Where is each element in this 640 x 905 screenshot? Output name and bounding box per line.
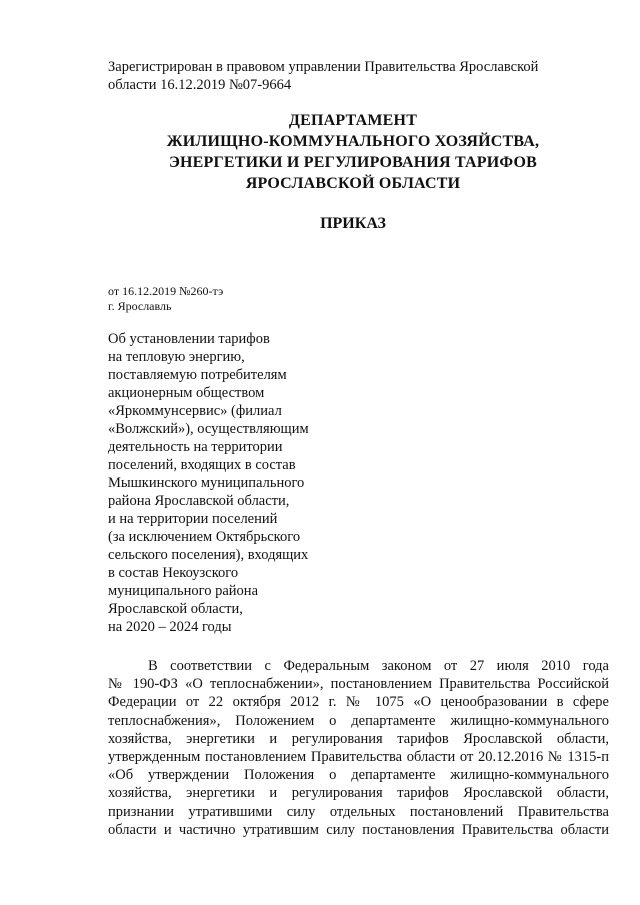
- body-line: утвержденным постановлением Правительства области от 20.12.2016 № 1315-п: [108, 749, 609, 766]
- subject-line: поселений, входящих в состав: [108, 457, 296, 473]
- subject-line: Мышкинского муниципального: [108, 475, 305, 491]
- order-city: г. Ярославль: [108, 299, 172, 313]
- body-line: «Об утверждении Положения о департаменте жилищно-коммунального: [108, 767, 609, 784]
- subject-line: сельского поселения), входящих: [108, 547, 309, 563]
- subject-line: на тепловую энергию,: [108, 349, 245, 365]
- subject-line: «Волжский»), осуществляющим: [108, 421, 309, 437]
- subject-line: «Яркоммунсервис» (филиал: [108, 403, 282, 419]
- order-title: ПРИКАЗ: [320, 215, 386, 232]
- body-line: признании утратившими силу отдельных постановлений Правительства: [108, 803, 609, 820]
- registration-note: [108, 58, 578, 94]
- body-line: теплоснабжения», Положением о департаменте жилищно-коммунального: [108, 712, 609, 729]
- subject-line: в состав Некоузского: [108, 565, 239, 581]
- department-line: ЭНЕРГЕТИКИ И РЕГУЛИРОВАНИЯ ТАРИФОВ: [168, 154, 538, 171]
- body-line: области и частично утратившим силу постановления Правительства области: [108, 821, 609, 838]
- subject-line: Об установлении тарифов: [108, 331, 270, 347]
- department-line: ЖИЛИЩНО-КОММУНАЛЬНОГО ХОЗЯЙСТВА,: [166, 133, 540, 150]
- subject-line: и на территории поселений: [108, 511, 278, 527]
- subject-line: (за исключением Октябрьского: [108, 529, 301, 545]
- subject-line: деятельность на территории: [108, 439, 283, 455]
- registration-line: области 16.12.2019 №07-9664: [108, 77, 292, 93]
- subject-line: муниципального района: [108, 583, 258, 599]
- department-line: ЯРОСЛАВСКОЙ ОБЛАСТИ: [245, 175, 461, 192]
- order-meta: [108, 284, 408, 314]
- subject-line: на 2020 – 2024 годы: [108, 619, 232, 635]
- body-paragraph: [108, 657, 609, 839]
- department-header: [108, 110, 598, 194]
- department-line: ДЕПАРТАМЕНТ: [288, 112, 418, 129]
- order-subject: [108, 330, 408, 636]
- subject-line: Ярославской области,: [108, 601, 243, 617]
- body-line: хозяйства, энергетики и регулирования тарифов Ярославской области,: [108, 785, 609, 802]
- body-line: В соответствии с Федеральным законом от 27 июля 2010 года: [148, 658, 609, 674]
- subject-line: поставляемую потребителям: [108, 367, 287, 383]
- body-line: Федерации от 22 октября 2012 г. № 1075 «О ценообразовании в сфере: [108, 694, 609, 711]
- body-line: хозяйства, энергетики и регулирования тарифов Ярославской области,: [108, 730, 609, 747]
- registration-line: Зарегистрирован в правовом управлении Правительства Ярославской: [108, 59, 539, 75]
- order-date-number: от 16.12.2019 №260-тэ: [108, 284, 224, 298]
- body-line: № 190-ФЗ «О теплоснабжении», постановлением Правительства Российской: [108, 676, 609, 693]
- subject-line: района Ярославской области,: [108, 493, 290, 509]
- subject-line: акционерным обществом: [108, 385, 265, 401]
